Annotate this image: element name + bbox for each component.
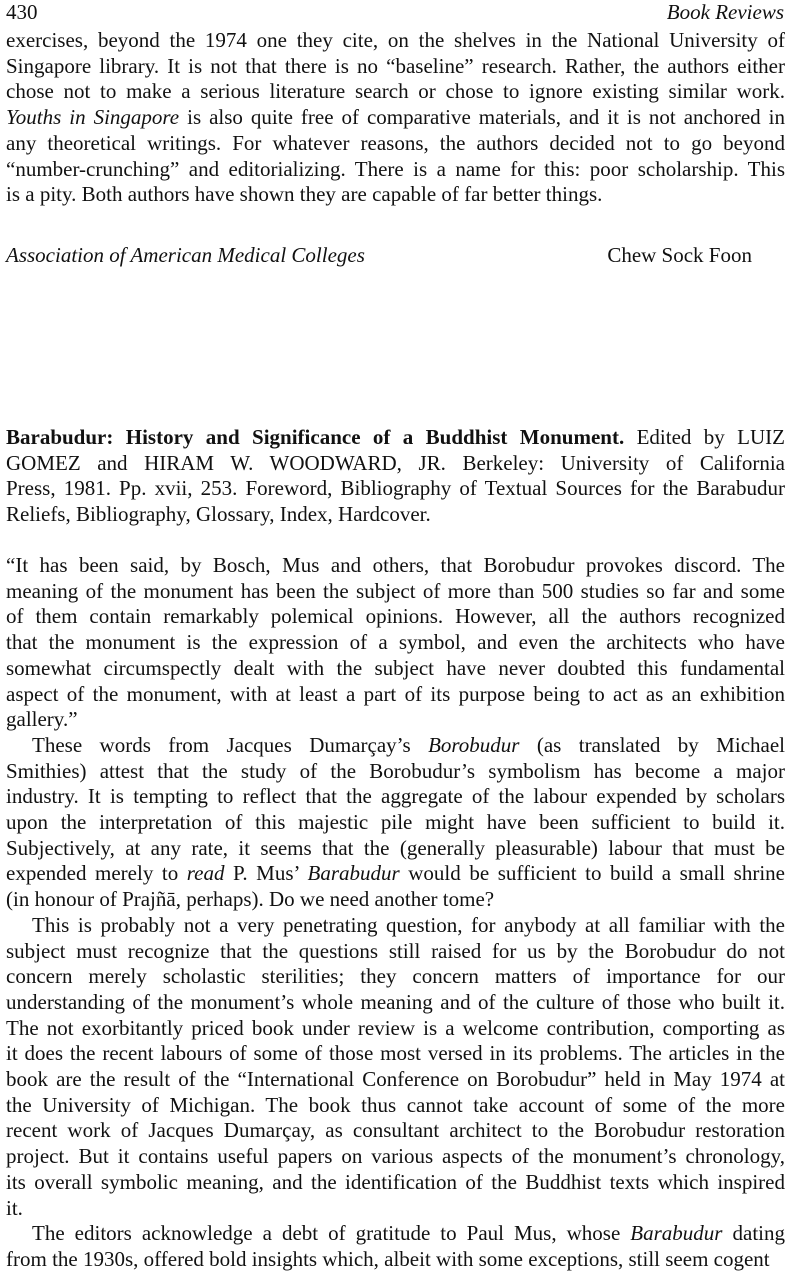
text-line — [6, 579, 785, 605]
text-segment: subject must recognize that the questions still raised for us by the Borobudur do not — [6, 938, 785, 963]
text-line — [6, 1093, 785, 1119]
text-line — [6, 1016, 785, 1042]
text-segment: it does the recent labours of some of those most versed in its problems. The articles in the — [6, 1041, 785, 1066]
text-segment: Singapore library. It is not that there is no “baseline” research. Rather, the authors either — [6, 53, 785, 78]
running-title: Book Reviews — [666, 0, 784, 24]
text-line — [6, 887, 785, 913]
text-segment: (as translated by Michael — [519, 732, 785, 757]
text-segment: The not exorbitantly priced book under review is a welcome contribution, comporting as — [6, 1015, 785, 1040]
text-line — [6, 604, 785, 630]
text-line — [6, 990, 785, 1016]
text-segment: upon the interpretation of this majestic pile might have been sufficient to build it. — [6, 810, 785, 834]
text-segment: Smithies) attest that the study of the Borobudur’s symbolism has become a major — [6, 758, 785, 783]
text-segment: expended merely to — [6, 861, 187, 886]
text-segment: Edited by LUIZ — [624, 425, 785, 449]
text-line — [6, 105, 785, 131]
text-line — [6, 1041, 785, 1067]
text-segment: it. — [6, 1195, 23, 1220]
italic-text: Youths in Singapore — [6, 105, 180, 130]
text-segment: aspect of the monument, with at least a part of its purpose being to act as an exhibition — [6, 681, 785, 706]
text-line — [32, 733, 785, 759]
text-segment: exercises, beyond the 1974 one they cite, on the shelves in the National University of — [6, 28, 785, 52]
text-line — [6, 1196, 785, 1222]
italic-text: Barabudur — [307, 861, 400, 886]
text-segment: is a pity. Both authors have shown they are capable of far better things. — [6, 182, 603, 207]
text-segment: somewhat circumspectly dealt with the subject have never doubted this fundamental — [6, 655, 785, 680]
text-segment: concern merely scholastic sterilities; they concern matters of importance for our — [6, 964, 785, 989]
text-segment: Reliefs, Bibliography, Glossary, Index, Hardcover. — [6, 502, 431, 527]
text-line — [6, 964, 785, 990]
text-line — [6, 54, 785, 80]
text-segment: of them contain remarkably polemical opinions. However, all the authors recognized — [6, 604, 785, 629]
text-segment: understanding of the monument’s whole meaning and of the culture of those who built it. — [6, 989, 785, 1014]
text-line — [32, 913, 785, 939]
text-line — [6, 476, 785, 502]
text-segment: industry. It is tempting to reflect that the aggregate of the labour expended by scholars — [6, 784, 785, 809]
text-line — [6, 810, 785, 836]
text-segment: that the monument is the expression of a symbol, and even the architects who have — [6, 630, 785, 655]
italic-text: read — [186, 861, 225, 886]
text-line — [6, 502, 785, 528]
text-segment: gallery.” — [6, 707, 78, 732]
text-segment: would be sufficient to build a small shrine — [399, 861, 786, 886]
text-line — [6, 451, 785, 477]
text-line — [6, 28, 785, 54]
text-line — [6, 939, 785, 965]
bold-title: Barabudur: History and Significance of a Buddhist Monument. — [6, 425, 625, 449]
text-line — [6, 1247, 785, 1273]
text-segment: (in honour of Prajñā, perhaps). Do we need another tome? — [6, 887, 495, 912]
text-segment: meaning of the monument has been the subject of more than 500 studies so far and some — [6, 578, 785, 603]
text-segment: from the 1930s, offered bold insights which, albeit with some exceptions, still seem cogent — [6, 1246, 770, 1271]
text-line — [6, 1170, 785, 1196]
text-segment: its overall symbolic meaning, and the identification of the Buddhist texts which inspired — [6, 1169, 785, 1194]
text-line — [6, 1118, 785, 1144]
text-segment: GOMEZ and HIRAM W. WOODWARD, JR. Berkeley: University of California — [6, 450, 785, 475]
text-segment: recent work of Jacques Dumarçay, as consultant architect to the Borobudur restoration — [6, 1118, 785, 1143]
text-line — [6, 79, 785, 105]
text-line — [6, 836, 785, 862]
italic-text: Barabudur — [630, 1221, 723, 1246]
page-number: 430 — [6, 0, 38, 24]
text-segment: project. But it contains useful papers on various aspects of the monument’s chronology, — [6, 1144, 785, 1169]
text-segment: Subjectively, at any rate, it seems that the (generally pleasurable) labour that must be — [6, 835, 785, 860]
text-segment: chose not to make a serious literature search or chose to ignore existing similar work. — [6, 79, 785, 104]
text-segment: is also quite free of comparative materials, and it is not anchored in — [179, 105, 785, 130]
text-segment: “It has been said, by Bosch, Mus and others, that Borobudur provokes discord. The — [6, 553, 785, 577]
text-segment: “number-crunching” and editorializing. There is a name for this: poor scholarship. This — [6, 156, 785, 181]
text-line — [6, 759, 785, 785]
text-segment: dating — [722, 1221, 785, 1246]
text-line — [6, 1067, 785, 1093]
text-line — [6, 682, 785, 708]
text-line — [6, 553, 785, 579]
text-segment: Press, 1981. Pp. xvii, 253. Foreword, Bibliography of Textual Sources for the Barabudur — [6, 476, 785, 501]
text-segment: The editors acknowledge a debt of gratitude to Paul Mus, whose — [32, 1221, 631, 1246]
reviewer-affiliation: Association of American Medical Colleges — [6, 243, 365, 267]
text-line — [6, 861, 785, 887]
text-line — [6, 425, 785, 451]
text-segment: This is probably not a very penetrating question, for anybody at all familiar with the — [32, 912, 785, 937]
text-line — [6, 630, 785, 656]
text-line — [6, 784, 785, 810]
text-segment: P. Mus’ — [224, 861, 308, 886]
text-segment: any theoretical writings. For whatever reasons, the authors decided not to go beyond — [6, 130, 785, 155]
text-line — [6, 656, 785, 682]
text-segment: These words from Jacques Dumarçay’s — [32, 732, 429, 757]
text-line — [6, 157, 785, 183]
text-line — [32, 1221, 785, 1247]
text-line — [6, 131, 785, 157]
text-line — [6, 1144, 785, 1170]
text-segment: the University of Michigan. The book thus cannot take account of some of the more — [6, 1092, 785, 1117]
text-line — [6, 707, 785, 733]
italic-text: Borobudur — [428, 732, 520, 757]
reviewer-name: Chew Sock Foon — [607, 243, 752, 267]
text-segment: book are the result of the “International Conference on Borobudur” held in May 1974 at — [6, 1067, 785, 1091]
text-line — [6, 182, 785, 208]
